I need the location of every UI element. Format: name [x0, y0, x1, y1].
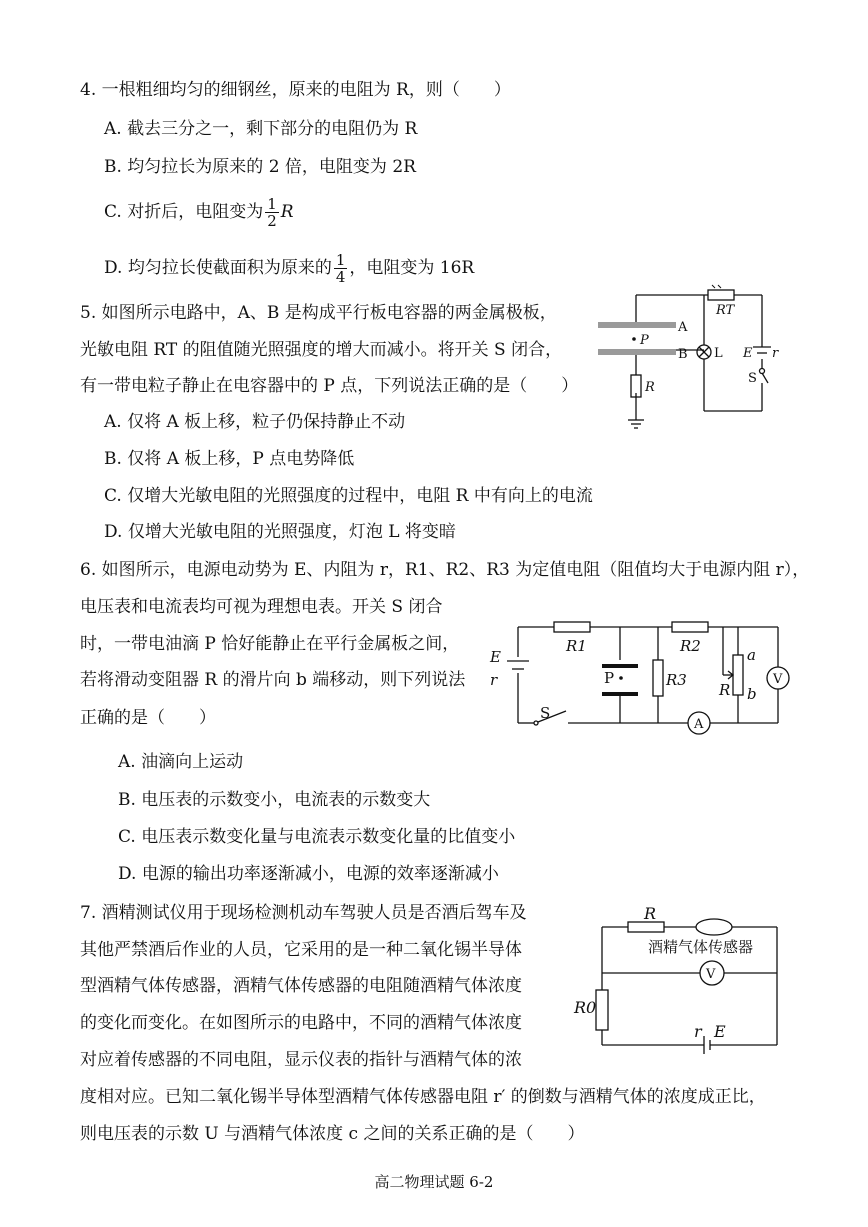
label-v: V [706, 967, 716, 982]
label-r0: R0 [574, 998, 597, 1017]
q5-option-b: B. 仅将 A 板上移，P 点电势降低 [104, 449, 355, 469]
plate-a [598, 322, 676, 328]
q6-option-c: C. 电压表示数变化量与电流表示数变化量的比值变小 [118, 827, 516, 847]
q6-option-a: A. 油滴向上运动 [118, 752, 244, 772]
q7-line-5: 对应着传感器的不同电阻，显示仪表的指针与酒精气体的浓 [80, 1050, 522, 1070]
q7-line-3: 型酒精气体传感器，酒精气体传感器的电阻随酒精气体浓度 [80, 976, 522, 996]
q5-line-2: 光敏电阻 RT 的阻值随光照强度的增大而减小。将开关 S 闭合， [80, 340, 563, 360]
q4-option-b: B. 均匀拉长为原来的 2 倍，电阻变为 2R [104, 157, 416, 177]
q5-option-a: A. 仅将 A 板上移，粒子仍保持静止不动 [104, 412, 406, 432]
resistor-r [628, 922, 664, 932]
label-r-internal: r [490, 671, 498, 689]
label-ammeter: A [694, 717, 704, 732]
q5-line-3: 有一带电粒子静止在电容器中的 P 点，下列说法正确的是（ ） [80, 376, 579, 396]
q7-line-6: 度相对应。已知二氧化锡半导体型酒精气体传感器电阻 r′ 的倒数与酒精气体的浓度成正比， [80, 1087, 766, 1107]
resistor-r1 [554, 622, 590, 632]
lower-plate [602, 692, 638, 696]
q4-option-c: C. 对折后，电阻变为 $\frac{1}{2}$ R [104, 195, 294, 230]
label-a: a [747, 646, 756, 664]
label-sensor: 酒精气体传感器 [648, 938, 754, 956]
q5-line-1: 5. 如图所示电路中，A、B 是构成平行板电容器的两金属极板， [80, 303, 557, 323]
q6-circuit-diagram [488, 615, 798, 740]
label-e: E [490, 648, 501, 666]
q6-option-d: D. 电源的输出功率逐渐减小，电源的效率逐渐减小 [118, 864, 499, 884]
resistor-r0 [596, 990, 608, 1030]
label-r: R [645, 380, 655, 395]
label-v: V [773, 672, 783, 687]
q6-line-1: 6. 如图所示，电源电动势为 E、内阻为 r，R1、R2、R3 为定值电阻（阻值均大于电源内阻 r）， [80, 560, 810, 580]
rheostat-r [733, 655, 743, 695]
q6-option-b: B. 电压表的示数变小，电流表的示数变大 [118, 790, 431, 810]
q7-line-1: 7. 酒精测试仪用于现场检测机动车驾驶人员是否酒后驾车及 [80, 903, 527, 923]
q5-option-c: C. 仅增大光敏电阻的光照强度的过程中，电阻 R 中有向上的电流 [104, 486, 593, 506]
q5-circuit-diagram [590, 285, 780, 430]
q6-line-3: 时，一带电油滴 P 恰好能静止在平行金属板之间， [80, 634, 460, 654]
label-p: P [604, 669, 615, 687]
plate-b [598, 349, 676, 355]
fraction: $\frac{1}{2}$ [267, 195, 277, 230]
label-e: E [714, 1022, 726, 1041]
label-b: B [678, 347, 688, 362]
label-s: S [748, 371, 757, 386]
q5-option-d: D. 仅增大光敏电阻的光照强度，灯泡 L 将变暗 [104, 522, 456, 542]
label-e: E [743, 346, 753, 361]
photoresistor-rt [708, 290, 734, 300]
q7-line-7: 则电压表的示数 U 与酒精气体浓度 c 之间的关系正确的是（ ） [80, 1124, 585, 1144]
label-a: A [678, 320, 688, 335]
label-p: P [640, 333, 649, 348]
upper-plate [602, 664, 638, 668]
label-l: L [714, 346, 723, 361]
page-footer: 高二物理试题 6-2 [374, 1173, 494, 1191]
q6-line-4: 若将滑动变阻器 R 的滑片向 b 端移动，则下列说法 [80, 670, 466, 690]
q4-option-d: D. 均匀拉长使截面积为原来的 $\frac{1}{4}$ ，电阻变为 16R [104, 251, 475, 286]
label-r-internal: r [694, 1022, 702, 1041]
label-rheostat: R [719, 681, 731, 699]
label-r2: R2 [680, 637, 701, 655]
label-r1: R1 [566, 637, 587, 655]
label-r3: R3 [666, 671, 687, 689]
q7-line-2: 其他严禁酒后作业的人员，它采用的是一种二氧化锡半导体 [80, 940, 522, 960]
label-r: R [644, 904, 657, 923]
fraction: $\frac{1}{4}$ [335, 251, 346, 286]
q6-line-2: 电压表和电流表均可视为理想电表。开关 S 闭合 [80, 597, 443, 617]
label-b: b [747, 685, 757, 703]
q4-option-a: A. 截去三分之一，剩下部分的电阻仍为 R [104, 119, 418, 139]
resistor-r2 [672, 622, 708, 632]
label-s: S [540, 704, 551, 722]
q4-stem: 4. 一根粗细均匀的细钢丝，原来的电阻为 R，则（ ） [80, 80, 511, 100]
label-rt: RT [716, 303, 735, 318]
q7-line-4: 的变化而变化。在如图所示的电路中，不同的酒精气体浓度 [80, 1013, 522, 1033]
q7-circuit-diagram [572, 905, 782, 1055]
label-r-internal: r [772, 346, 779, 361]
q6-line-5: 正确的是（ ） [80, 708, 216, 728]
resistor-r3 [653, 660, 663, 696]
alcohol-sensor [696, 919, 732, 935]
